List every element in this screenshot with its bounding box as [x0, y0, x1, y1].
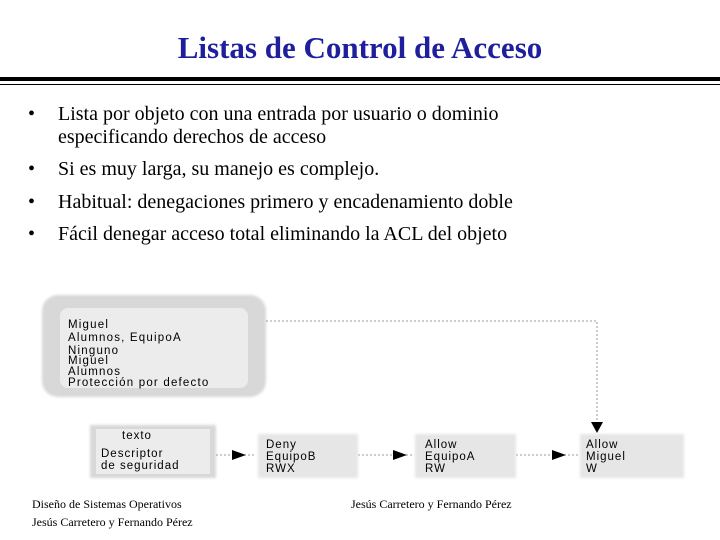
descriptor-line-4: Miguel — [68, 355, 110, 367]
acl-entry-3-subject: Miguel — [586, 451, 626, 463]
descriptor-protection: Protección por defecto — [68, 377, 210, 389]
bullet-text-continued: especificando derechos de acceso — [58, 125, 327, 148]
descriptor-owner: Miguel — [68, 319, 110, 331]
bullet-icon: • — [28, 223, 36, 245]
descriptor-line-3: Ninguno — [68, 345, 120, 357]
acl-entry-1-rights: RWX — [266, 463, 296, 475]
object-descriptor-label: Descriptor — [101, 448, 164, 460]
bullet-text: Lista por objeto con una entrada por usuario o dominio — [58, 103, 499, 125]
descriptor-groups: Alumnos, EquipoA — [68, 332, 182, 344]
object-box — [90, 425, 216, 478]
link-arrowhead-3 — [552, 450, 566, 460]
acl-entry-3-rights: W — [586, 463, 598, 475]
object-descriptor-label-2: de seguridad — [101, 460, 180, 472]
footer-course: Diseño de Sistemas Operativos — [32, 497, 182, 511]
acl-entry-2-rights: RW — [425, 463, 446, 475]
acl-entry-allow-user — [580, 434, 684, 478]
bullet-text: Habitual: denegaciones primero y encadenamiento doble — [58, 190, 513, 213]
security-descriptor-box — [42, 295, 266, 397]
acl-entry-3-type: Allow — [586, 439, 619, 451]
acl-entry-2-subject: EquipoA — [425, 451, 475, 463]
bullet-icon: • — [28, 190, 36, 213]
object-header: texto — [122, 430, 152, 442]
acl-entry-1-subject: EquipoB — [266, 451, 317, 463]
link-arrowhead-1 — [232, 450, 246, 460]
acl-entry-allow-group — [415, 434, 516, 478]
acl-entry-deny — [258, 434, 358, 478]
bullet-text: Si es muy larga, su manejo es complejo. — [58, 158, 380, 180]
bullet-icon: • — [28, 158, 36, 180]
descriptor-line-5: Alumnos — [68, 366, 122, 378]
acl-entry-1-type: Deny — [266, 439, 297, 451]
bullet-text: Fácil denegar acceso total eliminando la ACL del objeto — [58, 223, 508, 245]
acl-entry-2-type: Allow — [425, 439, 458, 451]
slide-title: Listas de Control de Acceso — [177, 30, 543, 65]
dacl-pointer-line — [266, 321, 597, 422]
dacl-pointer-arrowhead — [591, 422, 603, 433]
bullet-icon: • — [28, 103, 36, 125]
footer-left — [32, 497, 193, 530]
footer-center: Jesús Carretero y Fernando Pérez — [351, 497, 512, 511]
link-arrowhead-2 — [393, 450, 407, 460]
footer-authors: Jesús Carretero y Fernando Pérez — [32, 515, 193, 529]
